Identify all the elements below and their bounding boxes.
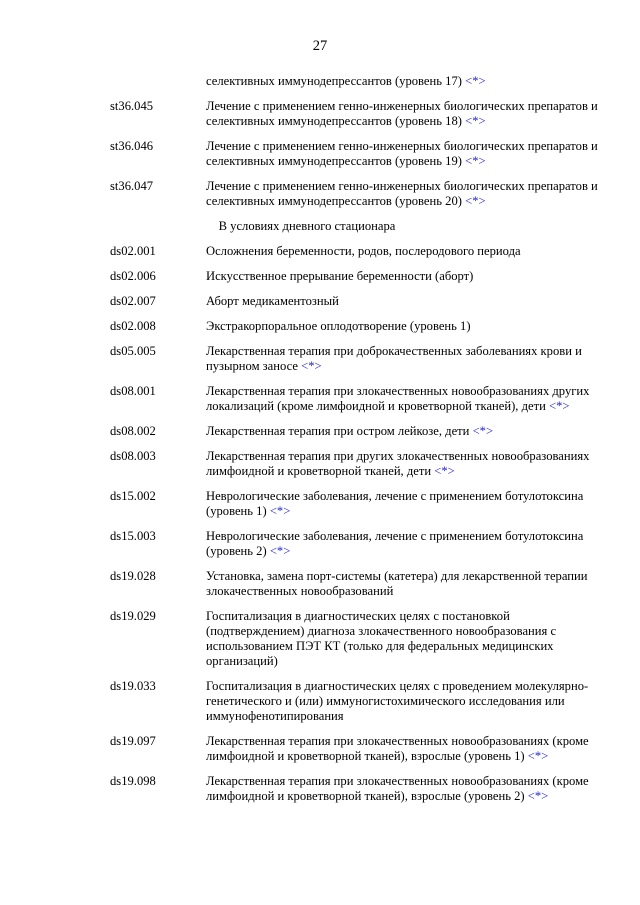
item-description (206, 734, 608, 764)
item-text: Лекарственная терапия при злокачественных новообразованиях (кроме лимфоидной и кроветворной тканей), взрослые (уровень 1) (206, 734, 589, 763)
list-item (0, 99, 640, 129)
item-description (206, 489, 608, 519)
item-description (206, 294, 608, 309)
item-description (206, 384, 608, 414)
item-code: ds02.008 (110, 319, 156, 333)
item-code: ds15.002 (110, 489, 156, 503)
item-text: Лекарственная терапия при других злокачественных новообразованиях лимфоидной и кроветворной тканей, дети (206, 449, 590, 478)
item-text: селективных иммунодепрессантов (уровень 17) (206, 74, 462, 88)
item-code: ds08.001 (110, 384, 156, 398)
entries-list (0, 74, 640, 814)
footnote-link[interactable]: <*> (472, 424, 494, 438)
item-description (206, 344, 608, 374)
list-item (0, 179, 640, 209)
list-item (0, 774, 640, 804)
list-item (0, 74, 640, 89)
item-code: ds08.003 (110, 449, 156, 463)
item-description (206, 269, 608, 284)
item-code: ds08.002 (110, 424, 156, 438)
list-item (0, 344, 640, 374)
item-text: Неврологические заболевания, лечение с применением ботулотоксина (уровень 1) (206, 489, 584, 518)
list-item (0, 449, 640, 479)
item-description (206, 179, 608, 209)
item-text: Госпитализация в диагностических целях с проведением молекулярно-генетического и (или) иммуногистохимического исследования или иммунофенотипирования (206, 679, 589, 723)
list-item (0, 384, 640, 414)
item-description (206, 569, 608, 599)
item-description (206, 74, 608, 89)
footnote-link[interactable]: <*> (301, 359, 322, 373)
list-item (0, 319, 640, 334)
item-text: Экстракорпоральное оплодотворение (уровень 1) (206, 319, 471, 333)
item-code: ds19.028 (110, 569, 156, 583)
footnote-link[interactable]: <*> (465, 74, 486, 88)
item-text: Лечение с применением генно-инженерных биологических препаратов и селективных иммунодепрессантов (уровень 19) (206, 139, 598, 168)
item-code: ds19.033 (110, 679, 156, 693)
footnote-link[interactable]: <*> (269, 504, 291, 518)
item-description (206, 679, 608, 724)
list-item (0, 424, 640, 439)
item-text: Неврологические заболевания, лечение с применением ботулотоксина (уровень 2) (206, 529, 584, 558)
item-text: Лечение с применением генно-инженерных биологических препаратов и селективных иммунодепрессантов (уровень 20) (206, 179, 598, 208)
item-code: ds19.029 (110, 609, 156, 623)
item-text: Лекарственная терапия при злокачественных новообразованиях (кроме лимфоидной и кроветворной тканей), взрослые (уровень 2) (206, 774, 589, 803)
item-code: ds05.005 (110, 344, 156, 358)
page-number: 27 (312, 38, 328, 54)
item-code: ds02.007 (110, 294, 156, 308)
list-item (0, 529, 640, 559)
list-item (0, 734, 640, 764)
item-code: ds02.001 (110, 244, 156, 258)
item-text: Искусственное прерывание беременности (аборт) (206, 269, 474, 283)
item-description (206, 319, 608, 334)
item-description (206, 244, 608, 259)
item-text: Установка, замена порт-системы (катетера) для лекарственной терапии злокачественных новообразований (206, 569, 588, 598)
footnote-link[interactable]: <*> (527, 789, 549, 803)
list-item (0, 609, 640, 669)
list-item (0, 569, 640, 599)
item-description (206, 449, 608, 479)
list-item (0, 294, 640, 309)
item-text: Осложнения беременности, родов, послеродового периода (206, 244, 521, 258)
footnote-link[interactable]: <*> (548, 399, 570, 413)
item-code: ds19.097 (110, 734, 156, 748)
footnote-link[interactable]: <*> (465, 114, 486, 128)
item-description (206, 609, 608, 669)
list-item (0, 269, 640, 284)
item-description (206, 99, 608, 129)
footnote-link[interactable]: <*> (527, 749, 549, 763)
item-code: ds15.003 (110, 529, 156, 543)
footnote-link[interactable]: <*> (434, 464, 455, 478)
item-description (206, 424, 608, 439)
item-code: ds19.098 (110, 774, 156, 788)
item-code: st36.047 (110, 179, 154, 193)
item-text: Лекарственная терапия при злокачественных новообразованиях других локализаций (кроме лимфоидной и кроветворной тканей), дети (206, 384, 590, 413)
item-text: Госпитализация в диагностических целях с постановкой (подтверждением) диагноза злокачественного новообразования с использованием ПЭТ КТ (только для федеральных медицинских организаций) (206, 609, 557, 668)
item-description (206, 139, 608, 169)
item-description (206, 529, 608, 559)
list-item (0, 244, 640, 259)
list-item (0, 139, 640, 169)
item-text: Лекарственная терапия при остром лейкозе, дети (206, 424, 470, 438)
item-description (206, 774, 608, 804)
section-heading: В условиях дневного стационара (218, 219, 396, 233)
footnote-link[interactable]: <*> (269, 544, 291, 558)
item-text: Лечение с применением генно-инженерных биологических препаратов и селективных иммунодепрессантов (уровень 18) (206, 99, 598, 128)
item-text: Лекарственная терапия при доброкачественных заболеваниях крови и пузырном заносе (206, 344, 582, 373)
footnote-link[interactable]: <*> (465, 194, 486, 208)
list-item (0, 679, 640, 724)
item-code: ds02.006 (110, 269, 156, 283)
item-code: st36.045 (110, 99, 154, 113)
item-code: st36.046 (110, 139, 154, 153)
inpatient-entries (0, 74, 640, 209)
list-item (0, 489, 640, 519)
day-hospital-entries (0, 244, 640, 804)
item-text: Аборт медикаментозный (206, 294, 339, 308)
footnote-link[interactable]: <*> (465, 154, 486, 168)
